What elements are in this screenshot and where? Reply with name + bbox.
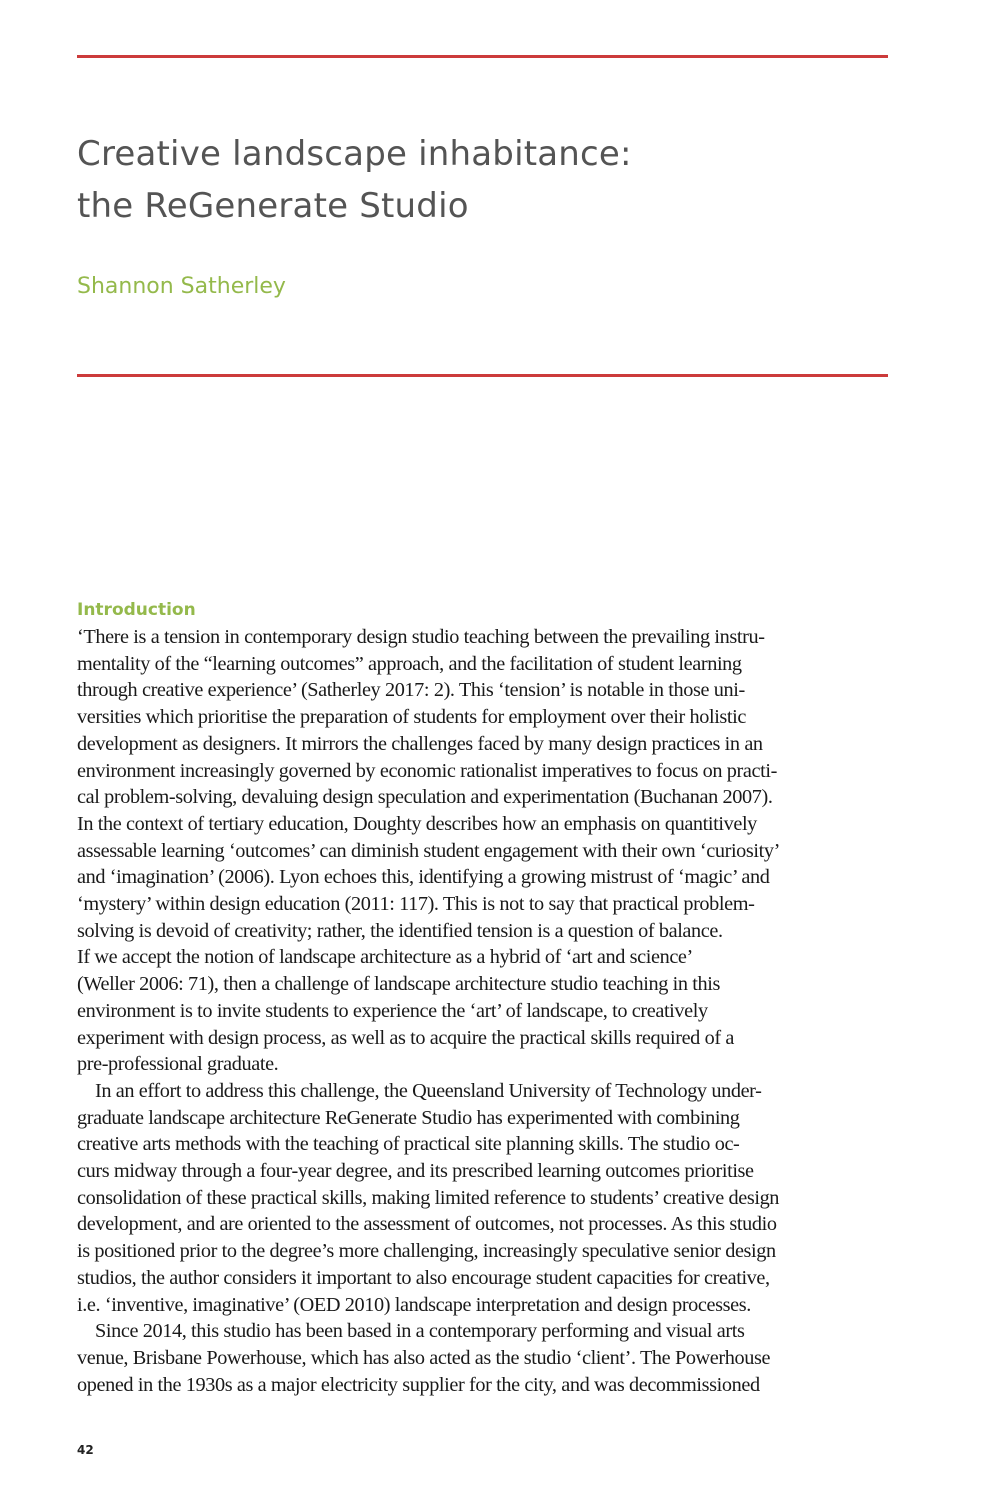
page-number: 42 <box>77 1443 94 1457</box>
body-line: studios, the author considers it important to also encourage student capacities for creative, <box>77 1266 770 1289</box>
section-heading: Introduction <box>77 600 196 620</box>
body-line: pre-professional graduate. <box>77 1053 279 1076</box>
chapter-title-line-1: Creative landscape inhabitance: <box>77 134 632 174</box>
body-line: environment increasingly governed by economic rationalist imperatives to focus on practi- <box>77 759 777 782</box>
body-line: experiment with design process, as well as to acquire the practical skills required of a <box>77 1026 734 1049</box>
body-line: assessable learning ‘outcomes’ can diminish student engagement with their own ‘curiosity’ <box>77 839 780 862</box>
body-line: i.e. ‘inventive, imaginative’ (OED 2010) landscape interpretation and design processes. <box>77 1293 751 1316</box>
chapter-title-line-2: the ReGenerate Studio <box>77 186 469 226</box>
body-line: In the context of tertiary education, Doughty describes how an emphasis on quantitively <box>77 812 757 835</box>
body-line: development, and are oriented to the assessment of outcomes, not processes. As this studio <box>77 1213 777 1236</box>
body-line: In an effort to address this challenge, the Queensland University of Technology under- <box>95 1079 762 1102</box>
body-line: and ‘imagination’ (2006). Lyon echoes this, identifying a growing mistrust of ‘magic’ and <box>77 866 770 889</box>
body-line: (Weller 2006: 71), then a challenge of landscape architecture studio teaching in this <box>77 973 720 996</box>
chapter-author: Shannon Satherley <box>77 274 286 299</box>
body-line: curs midway through a four-year degree, and its prescribed learning outcomes prioritise <box>77 1160 754 1183</box>
body-line: solving is devoid of creativity; rather, the identified tension is a question of balance. <box>77 919 723 942</box>
body-line: Since 2014, this studio has been based in a contemporary performing and visual arts <box>95 1320 745 1343</box>
body-line: If we accept the notion of landscape architecture as a hybrid of ‘art and science’ <box>77 946 693 969</box>
body-line: venue, Brisbane Powerhouse, which has also acted as the studio ‘client’. The Powerhouse <box>77 1346 771 1369</box>
bottom-divider-rule <box>77 374 888 377</box>
chapter-title <box>77 128 897 232</box>
body-line: is positioned prior to the degree’s more challenging, increasingly speculative senior design <box>77 1240 776 1263</box>
body-line: mentality of the “learning outcomes” approach, and the facilitation of student learning <box>77 652 742 675</box>
body-line: ‘mystery’ within design education (2011: 117). This is not to say that practical problem- <box>77 893 755 916</box>
body-line: opened in the 1930s as a major electricity supplier for the city, and was decommissioned <box>77 1373 760 1396</box>
body-line: cal problem-solving, devaluing design speculation and experimentation (Buchanan 2007). <box>77 786 773 809</box>
body-text <box>77 624 907 1398</box>
body-line: graduate landscape architecture ReGenerate Studio has experimented with combining <box>77 1106 740 1129</box>
body-line: through creative experience’ (Satherley 2017: 2). This ‘tension’ is notable in those uni- <box>77 679 745 702</box>
body-line: versities which prioritise the preparation of students for employment over their holistic <box>77 706 746 729</box>
top-divider-rule <box>77 55 888 58</box>
body-line: creative arts methods with the teaching of practical site planning skills. The studio oc- <box>77 1133 740 1156</box>
body-line: environment is to invite students to experience the ‘art’ of landscape, to creatively <box>77 999 708 1022</box>
body-line: development as designers. It mirrors the challenges faced by many design practices in an <box>77 732 763 755</box>
body-line: consolidation of these practical skills, making limited reference to students’ creative design <box>77 1186 780 1209</box>
body-line: ‘There is a tension in contemporary design studio teaching between the prevailing instru- <box>77 626 765 648</box>
